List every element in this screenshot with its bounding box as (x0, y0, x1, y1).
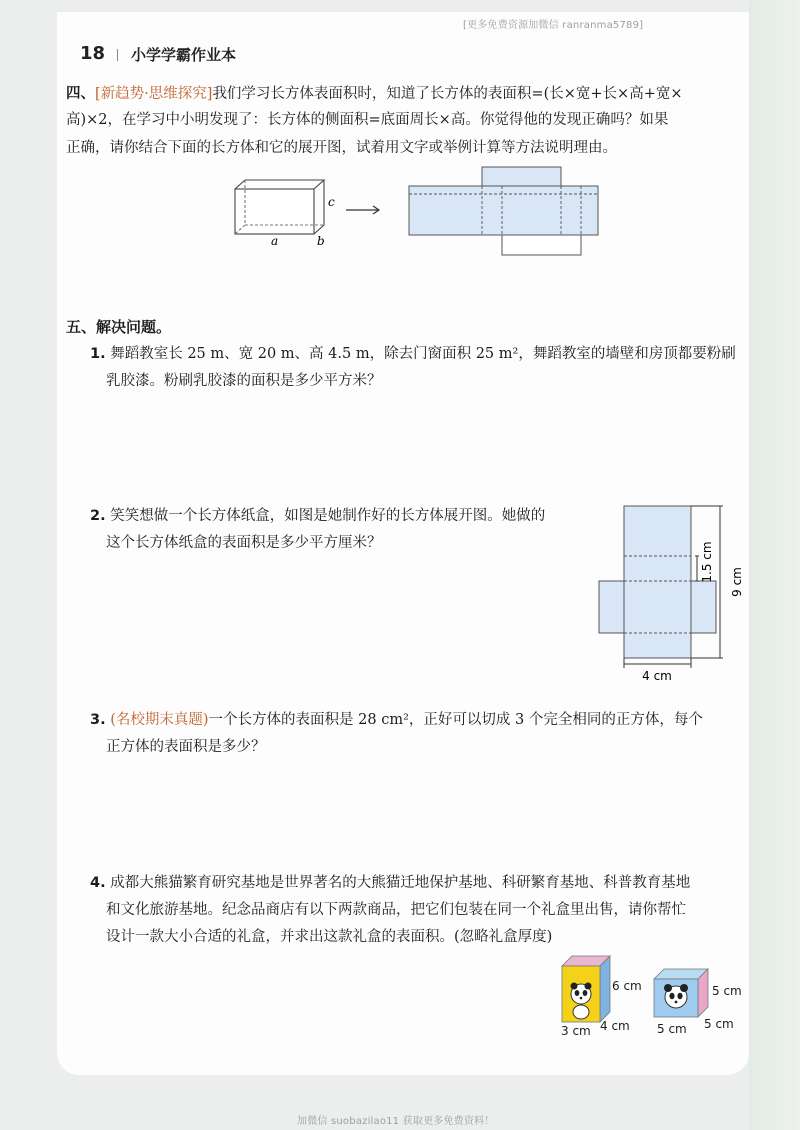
section4-label: 四、 (66, 86, 95, 102)
q4-text-3: 设计一款大小合适的礼盒，并求出这款礼盒的表面积。(忽略礼盒厚度) (106, 929, 553, 945)
box1-height: 6 cm (612, 979, 642, 993)
box1-width: 3 cm (561, 1024, 591, 1038)
book-title: 小学学霸作业本 (131, 46, 237, 64)
box2-width: 5 cm (657, 1022, 687, 1036)
section4-tag: [新趋势·思维探究] (95, 86, 213, 102)
section4-text-2: 高)×2，在学习中小明发现了：长方体的侧面积=底面周长×高。你觉得他的发现正确吗？如果 (66, 112, 669, 128)
panda-box-tall (558, 952, 614, 1026)
q3-text-2: 正方体的表面积是多少？ (106, 739, 266, 755)
q3-number: 3. (90, 712, 106, 728)
arrow-icon (344, 204, 384, 216)
net-dim-width: 4 cm (642, 669, 672, 683)
q2-number: 2. (90, 508, 106, 524)
q2-line1 (90, 505, 600, 527)
q3-tag: (名校期末真题) (110, 712, 209, 728)
net-dim-total: 9 cm (730, 567, 744, 597)
section4-text-1: 我们学习长方体表面积时，知道了长方体的表面积=(长×宽+长×高+宽× (212, 86, 683, 102)
q2-text-1: 笑笑想做一个长方体纸盒，如图是她制作好的长方体展开图。她做的 (110, 508, 546, 524)
cuboid-figure (228, 176, 338, 248)
section4-line1 (66, 83, 756, 105)
box1-depth: 4 cm (600, 1019, 630, 1033)
q4-number: 4. (90, 875, 106, 891)
q3-text-1: 一个长方体的表面积是 28 cm²，正好可以切成 3 个完全相同的正方体，每个 (208, 712, 703, 728)
q4-line1 (90, 872, 750, 894)
cuboid-label-c: c (328, 195, 335, 209)
panda-icon (664, 984, 688, 1008)
cuboid-label-b: b (317, 234, 325, 248)
top-watermark: [更多免费资源加微信 ranranma5789] (463, 20, 644, 31)
net-dim-height: 1.5 cm (700, 541, 714, 583)
q4-text-2: 和文化旅游基地。纪念品商店有以下两款商品，把它们包装在同一个礼盒里出售，请你帮忙 (106, 902, 686, 918)
bottom-watermark: 加微信 suobazilao11 获取更多免费资料！ (297, 1116, 495, 1127)
section4-text-3: 正确，请你结合下面的长方体和它的展开图，试着用文字或举例计算等方法说明理由。 (66, 140, 617, 156)
page-edge-strip (749, 0, 800, 1130)
q1-line1 (90, 343, 750, 365)
q3-line1 (90, 709, 750, 731)
box-net-figure (595, 500, 755, 685)
q1-number: 1. (90, 346, 106, 362)
section5-title: 五、解决问题。 (66, 318, 172, 336)
cuboid-label-a: a (271, 234, 279, 248)
q2-text-2: 这个长方体纸盒的表面积是多少平方厘米？ (106, 535, 382, 551)
panda-icon (571, 983, 592, 1020)
cuboid-net-figure (406, 164, 602, 258)
panda-box-cube (650, 965, 712, 1021)
q4-text-1: 成都大熊猫繁育研究基地是世界著名的大熊猫迁地保护基地、科研繁育基地、科普教育基地 (110, 875, 691, 891)
box2-depth: 5 cm (704, 1017, 734, 1031)
box2-height: 5 cm (712, 984, 742, 998)
page-number: 18 (80, 43, 106, 64)
q1-text-2: 乳胶漆。粉刷乳胶漆的面积是多少平方米？ (106, 373, 382, 389)
q1-text-1: 舞蹈教室长 25 m、宽 20 m、高 4.5 m，除去门窗面积 25 m²，舞蹈教室的墙壁和房顶都要粉刷 (110, 346, 736, 362)
header-divider (117, 49, 118, 61)
